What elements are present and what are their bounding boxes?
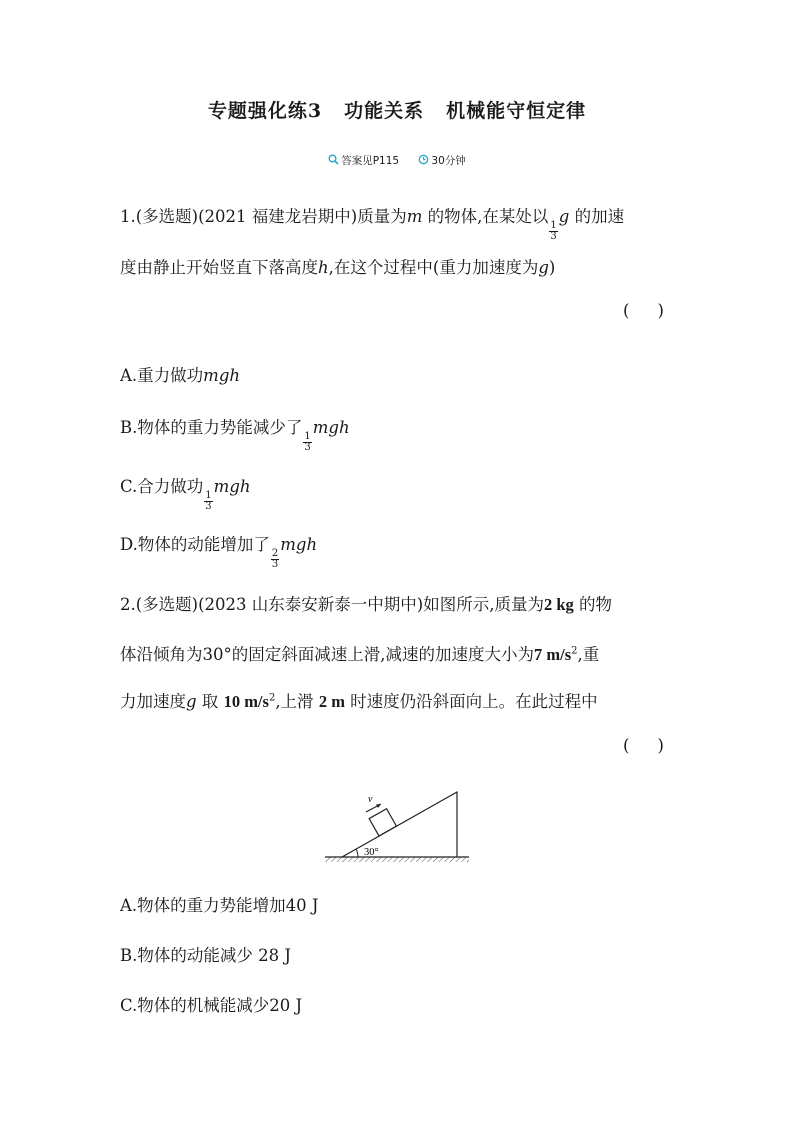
title-part2: 功能关系: [344, 100, 425, 122]
time-limit-text: 30分钟: [431, 155, 466, 167]
q2-answer-blank[interactable]: ( ): [623, 736, 664, 755]
q2-line2: 体沿倾角为30°的固定斜面减速上滑,减速的加速度大小为7 $m/s^2$,重: [120, 645, 600, 664]
q1-option-c[interactable]: C.合力做功 $\frac{1}{3}$ mgh: [120, 477, 251, 512]
incline-figure: [320, 788, 470, 863]
q1-line1: [120, 203, 624, 242]
q2-line1: 2.(多选题)(2023 山东泰安新泰一中期中)如图所示,质量为2 kg 的物: [120, 595, 613, 614]
fraction: $\frac{2}{3}$: [271, 547, 279, 570]
ground-hatch: [325, 857, 469, 862]
fraction: $\frac{1}{3}$: [205, 489, 212, 512]
incline-triangle: [342, 792, 457, 857]
clock-icon: [418, 154, 429, 168]
velocity-label: v: [368, 794, 373, 805]
q1-answer-blank[interactable]: ( ): [623, 301, 664, 320]
angle-arc: [356, 849, 358, 857]
q1-option-d[interactable]: D.物体的动能增加了 $\frac{2}{3}$ mgh: [120, 535, 318, 570]
answer-ref[interactable]: [328, 153, 399, 168]
fraction: $\frac{1}{3}$: [304, 430, 311, 453]
q1-text: 的物体,在某处以: [422, 207, 549, 226]
q1-text: 1.(多选题)(2021 福建龙岩期中)质量为: [120, 207, 407, 226]
fraction: $\frac{1}{3}$: [550, 219, 557, 242]
q1-text: ): [548, 258, 556, 277]
var-g: g: [558, 207, 570, 226]
q2-option-b[interactable]: B.物体的动能减少 28 J: [120, 946, 291, 965]
q2-line3: 力加速度g 取 10 $m/s^2$,上滑 2 m 时速度仍沿斜面向上。在此过程中: [120, 692, 598, 711]
q2-option-c[interactable]: C.物体的机械能减少20 J: [120, 996, 303, 1015]
var-g: g: [538, 258, 549, 277]
answer-ref-text: 答案见P115: [341, 155, 400, 167]
title-part1: 专题强化练3: [207, 100, 323, 122]
q2-option-a[interactable]: A.物体的重力势能增加40 J: [120, 896, 319, 915]
var-m: m: [406, 207, 423, 226]
q1-option-a[interactable]: A.重力做功mgh: [120, 366, 241, 385]
angle-label: 30°: [364, 847, 379, 858]
q1-text: 的加速: [569, 207, 625, 226]
q1-text: 度由静止开始竖直下落高度: [120, 258, 318, 277]
var-h: h: [318, 258, 329, 277]
search-icon: [328, 154, 339, 168]
block: [369, 809, 396, 836]
q1-text: ,在这个过程中(重力加速度为: [328, 258, 539, 277]
meta-line: [0, 153, 794, 168]
q1-line2: [120, 254, 555, 278]
page-title: [0, 96, 794, 123]
time-limit: [418, 153, 465, 168]
q1-option-b[interactable]: B.物体的重力势能减少了 $\frac{1}{3}$ mgh: [120, 418, 350, 453]
title-part3: 机械能守恒定律: [446, 100, 587, 122]
